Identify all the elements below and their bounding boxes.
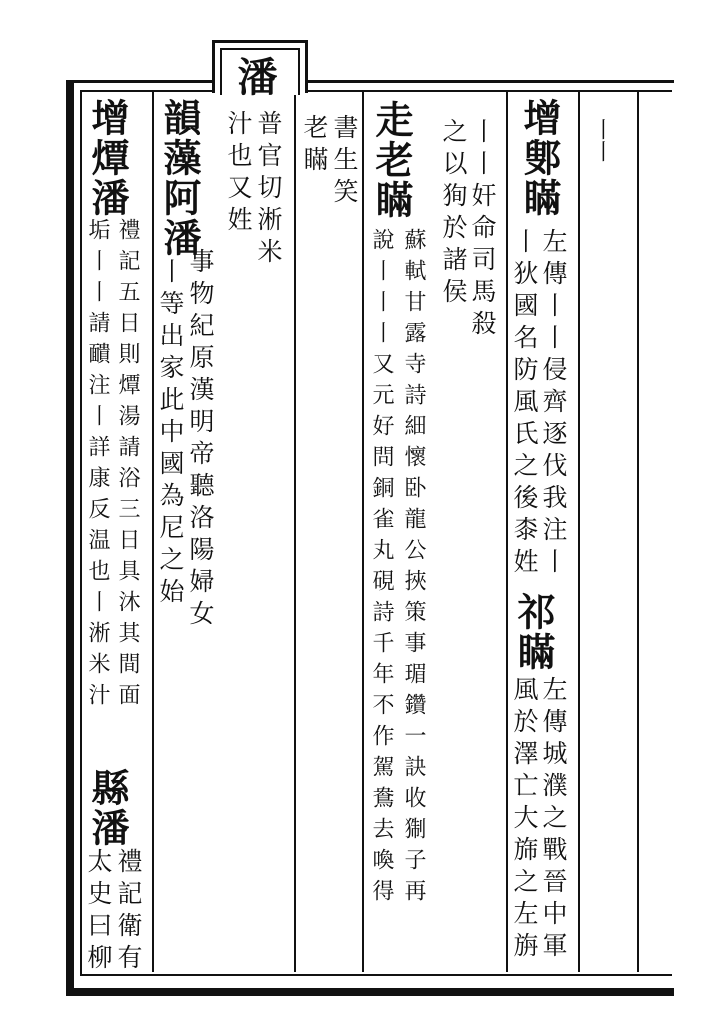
- entry-text: 蘇軾甘露寺詩細懷卧龍公挾策事瑂鑽一訣收猘子再: [401, 228, 426, 910]
- entry-text: 風於澤亡大旆之左旃: [510, 676, 539, 964]
- headword-zou-lao-man: 走老瞞: [369, 100, 414, 220]
- entry-text: 老瞞: [300, 114, 329, 178]
- column-divider: [362, 92, 364, 972]
- entry-text: 左傳丨丨侵齊逐伐我注丨: [539, 228, 568, 580]
- headword-yunzao-a-pan: 韻藻阿潘: [157, 98, 202, 258]
- entry-text: 丨狄國名防風氏之後桼姓: [510, 228, 539, 580]
- entry-text: 說丨丨丨又元好問銅雀丸硯詩千年不作駕鴦去喚得: [369, 228, 394, 910]
- headword-zeng-sou-man: 增鄋瞞: [517, 98, 562, 218]
- edge-marks: 丨丨: [589, 118, 614, 162]
- entry-text: 汁也又姓: [224, 110, 253, 238]
- tab-character: 潘: [231, 56, 278, 98]
- entry-text: 禮記五日則燂湯請浴三日具沐其間面: [115, 218, 140, 714]
- entry-text: 事物紀原漢明帝聽洛陽婦女: [186, 248, 215, 632]
- entry-text: 之以狥於諸侯: [439, 118, 468, 310]
- headword-zeng-xun-pan: 增燂潘: [85, 98, 130, 218]
- entry-text: 禮記衛有: [114, 848, 143, 976]
- entry-text: 太史曰柳: [84, 848, 113, 976]
- column-divider: [152, 92, 154, 972]
- column-divider: [506, 92, 508, 972]
- entry-text: 書生笑: [330, 114, 359, 210]
- entry-text: 丨等出家此中國為尼之始: [156, 258, 185, 610]
- entry-text: 垢丨丨請靧注丨詳康反温也丨淅米汁: [85, 218, 110, 714]
- headword-xian-pan: 縣潘: [85, 768, 130, 848]
- column-divider: [294, 92, 296, 972]
- entry-text: 丨丨奸命司馬殺: [468, 118, 497, 342]
- column-divider: [578, 92, 580, 972]
- headword-qi-man: 祁瞞: [511, 592, 556, 672]
- entry-text: 左傳城濮之戰晉中軍: [539, 676, 568, 964]
- entry-text: 普官切淅米: [254, 110, 283, 270]
- column-divider: [637, 92, 639, 972]
